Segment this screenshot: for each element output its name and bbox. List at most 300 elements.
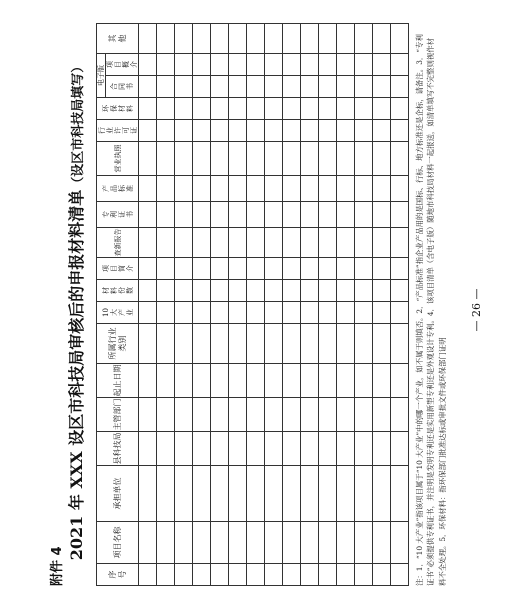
table-cell — [283, 280, 301, 302]
table-cell — [265, 202, 283, 228]
table-cell — [247, 24, 265, 54]
table-cell — [373, 280, 391, 302]
table-cell — [229, 228, 247, 258]
table-cell — [373, 228, 391, 258]
table-cell — [175, 280, 193, 302]
table-cell — [211, 432, 229, 466]
table-cell — [355, 364, 373, 398]
table-cell — [193, 398, 211, 432]
table-cell — [265, 142, 283, 176]
table-cell — [139, 398, 157, 432]
table-cell — [139, 24, 157, 54]
table-cell — [247, 302, 265, 324]
table-cell — [265, 564, 283, 586]
table-cell — [319, 432, 337, 466]
table-cell — [355, 98, 373, 120]
table-cell — [373, 142, 391, 176]
table-row — [175, 24, 193, 586]
table-cell — [355, 432, 373, 466]
table-cell — [337, 302, 355, 324]
table-cell — [211, 564, 229, 586]
col-start-end-date: 起止日期 — [97, 364, 139, 398]
col-contract: 合同书 — [106, 76, 139, 98]
table-cell — [193, 176, 211, 202]
table-cell — [319, 176, 337, 202]
table-cell — [193, 522, 211, 564]
table-cell — [139, 280, 157, 302]
table-cell — [373, 120, 391, 142]
col-competent-department: 主管部门 — [97, 398, 139, 432]
table-cell — [139, 258, 157, 280]
table-cell — [157, 324, 175, 364]
table-cell — [229, 202, 247, 228]
table-cell — [355, 324, 373, 364]
table-cell — [355, 258, 373, 280]
table-cell — [283, 522, 301, 564]
header-row — [97, 24, 106, 586]
table-cell — [175, 202, 193, 228]
table-cell — [337, 466, 355, 522]
col-product-standard: 产品标准 — [97, 176, 139, 202]
table-cell — [319, 302, 337, 324]
table-body — [139, 24, 409, 586]
table-cell — [283, 202, 301, 228]
table-cell — [301, 120, 319, 142]
table-cell — [139, 120, 157, 142]
table-cell — [157, 54, 175, 76]
table-cell — [265, 302, 283, 324]
table-cell — [157, 176, 175, 202]
table-cell — [247, 398, 265, 432]
table-cell — [175, 120, 193, 142]
table-cell — [373, 432, 391, 466]
table-cell — [157, 364, 175, 398]
table-cell — [355, 54, 373, 76]
table-cell — [229, 324, 247, 364]
table-cell — [355, 202, 373, 228]
table-cell — [157, 302, 175, 324]
table-cell — [337, 76, 355, 98]
table-cell — [319, 364, 337, 398]
table-cell — [193, 54, 211, 76]
table-cell — [319, 522, 337, 564]
table-cell — [301, 302, 319, 324]
table-cell — [319, 202, 337, 228]
table-cell — [211, 142, 229, 176]
table-cell — [337, 280, 355, 302]
table-cell — [211, 258, 229, 280]
table-cell — [265, 76, 283, 98]
table-cell — [193, 364, 211, 398]
table-cell — [391, 398, 409, 432]
table-cell — [319, 564, 337, 586]
table-cell — [319, 120, 337, 142]
table-cell — [139, 564, 157, 586]
table-cell — [139, 324, 157, 364]
table-cell — [229, 302, 247, 324]
table-cell — [157, 120, 175, 142]
table-cell — [301, 24, 319, 54]
page-number: — 26 — — [470, 288, 483, 332]
table-cell — [265, 228, 283, 258]
table-cell — [391, 302, 409, 324]
table-cell — [247, 324, 265, 364]
table-cell — [301, 466, 319, 522]
table-cell — [193, 564, 211, 586]
col-project-name: 项目名称 — [97, 522, 139, 564]
table-cell — [211, 76, 229, 98]
table-cell — [211, 324, 229, 364]
table-cell — [283, 120, 301, 142]
table-cell — [337, 258, 355, 280]
table-row — [193, 24, 211, 586]
table-cell — [337, 142, 355, 176]
table-cell — [283, 564, 301, 586]
table-cell — [373, 24, 391, 54]
table-cell — [319, 24, 337, 54]
table-row — [265, 24, 283, 586]
table-cell — [391, 98, 409, 120]
table-cell — [139, 98, 157, 120]
table-cell — [193, 228, 211, 258]
table-cell — [193, 76, 211, 98]
table-cell — [211, 24, 229, 54]
table-cell — [211, 120, 229, 142]
table-cell — [337, 54, 355, 76]
table-cell — [391, 324, 409, 364]
table-cell — [265, 364, 283, 398]
table-cell — [229, 76, 247, 98]
table-cell — [229, 120, 247, 142]
table-cell — [157, 76, 175, 98]
table-cell — [211, 176, 229, 202]
table-cell — [193, 280, 211, 302]
table-cell — [373, 176, 391, 202]
table-cell — [337, 98, 355, 120]
table-cell — [175, 324, 193, 364]
table-cell — [391, 564, 409, 586]
table-cell — [301, 176, 319, 202]
col-undertaking-unit: 承担单位 — [97, 466, 139, 522]
table-cell — [301, 280, 319, 302]
table-cell — [391, 176, 409, 202]
col-material-count: 材料份数 — [97, 280, 139, 302]
table-cell — [175, 24, 193, 54]
table-cell — [355, 466, 373, 522]
rotated-content — [18, 30, 488, 590]
table-row — [139, 24, 157, 586]
table-cell — [301, 98, 319, 120]
table-cell — [391, 280, 409, 302]
table-cell — [229, 432, 247, 466]
table-row — [391, 24, 409, 586]
title-suffix: （设区市科技局填写） — [71, 59, 86, 190]
table-row — [247, 24, 265, 586]
table-cell — [373, 202, 391, 228]
table-cell — [175, 398, 193, 432]
table-cell — [175, 98, 193, 120]
table-cell — [283, 142, 301, 176]
table-cell — [319, 54, 337, 76]
table-cell — [337, 564, 355, 586]
title-main: 2021 年 XXX 设区市科技局审核后的申报材料清单 — [67, 189, 86, 561]
table-cell — [373, 324, 391, 364]
table-cell — [247, 364, 265, 398]
table-cell — [229, 398, 247, 432]
table-cell — [391, 258, 409, 280]
table-cell — [247, 228, 265, 258]
table-row — [373, 24, 391, 586]
table-cell — [229, 564, 247, 586]
table-cell — [391, 202, 409, 228]
table-cell — [355, 24, 373, 54]
table-cell — [283, 432, 301, 466]
table-cell — [301, 432, 319, 466]
footnotes: 注：1．“10 大产业”指该项目属于“10 大产业”中的哪一个产业，如不属于则填否。2．“产品标准”指企业产品用的是国标、行标、地方标准还是企标，请备注。3．“专利证书”必须提供专利证书，并注明是发明专利还是实用新型专利还是外观设计专利。4．该项目清单（含电子版）随地市科技局材料一起报送，如清单填写不完整则视作材料不全处理。5．环保材料：指环保部门批准达标或审批文件或环保部门证明 — [415, 34, 447, 586]
table-cell — [265, 98, 283, 120]
table-cell — [193, 258, 211, 280]
table-cell — [391, 466, 409, 522]
table-cell — [283, 324, 301, 364]
table-cell — [229, 522, 247, 564]
table-cell — [175, 176, 193, 202]
table-cell — [175, 564, 193, 586]
table-cell — [157, 280, 175, 302]
table-cell — [337, 202, 355, 228]
table-cell — [319, 466, 337, 522]
table-cell — [193, 120, 211, 142]
table-cell — [355, 76, 373, 98]
table-cell — [211, 280, 229, 302]
table-cell — [157, 228, 175, 258]
table-cell — [337, 364, 355, 398]
table-cell — [157, 564, 175, 586]
table-cell — [247, 202, 265, 228]
table-row — [301, 24, 319, 586]
table-cell — [247, 76, 265, 98]
table-cell — [337, 398, 355, 432]
table-cell — [193, 24, 211, 54]
table-cell — [229, 176, 247, 202]
table-cell — [337, 228, 355, 258]
table-cell — [373, 522, 391, 564]
table-cell — [301, 228, 319, 258]
table-cell — [157, 466, 175, 522]
table-cell — [211, 228, 229, 258]
table-cell — [247, 432, 265, 466]
table-cell — [355, 176, 373, 202]
table-cell — [211, 98, 229, 120]
table-cell — [265, 466, 283, 522]
table-cell — [139, 466, 157, 522]
table-cell — [373, 54, 391, 76]
table-cell — [157, 258, 175, 280]
table-cell — [355, 120, 373, 142]
table-cell — [373, 564, 391, 586]
table-cell — [391, 54, 409, 76]
table-cell — [301, 76, 319, 98]
table-cell — [283, 24, 301, 54]
table-cell — [301, 398, 319, 432]
table-cell — [283, 258, 301, 280]
table-cell — [373, 364, 391, 398]
table-cell — [301, 364, 319, 398]
table-cell — [139, 302, 157, 324]
table-row — [283, 24, 301, 586]
col-other: 其他 — [97, 24, 139, 54]
col-patent-certificate: 专利证书 — [97, 202, 139, 228]
col-industry-field: 所属行业类别 — [97, 324, 139, 364]
table-cell — [175, 466, 193, 522]
attachment-label: 附件 4 — [50, 546, 65, 586]
table-cell — [319, 228, 337, 258]
table-cell — [211, 364, 229, 398]
table-cell — [355, 280, 373, 302]
table-cell — [139, 364, 157, 398]
col-industry-permit: 行业许可证 — [97, 120, 139, 142]
table-cell — [175, 54, 193, 76]
col-project-brief: 项目简介 — [97, 258, 139, 280]
table-cell — [193, 302, 211, 324]
table-cell — [247, 98, 265, 120]
table-cell — [139, 54, 157, 76]
col-electronic-version: 电子版 — [97, 54, 106, 98]
table-cell — [373, 98, 391, 120]
table-cell — [265, 324, 283, 364]
table-cell — [391, 76, 409, 98]
table-cell — [157, 522, 175, 564]
table-cell — [247, 466, 265, 522]
page-title — [64, 30, 87, 590]
table-cell — [139, 142, 157, 176]
table-row — [319, 24, 337, 586]
table-cell — [283, 228, 301, 258]
table-row — [229, 24, 247, 586]
table-cell — [211, 202, 229, 228]
table-cell — [265, 280, 283, 302]
table-cell — [337, 432, 355, 466]
table-row — [211, 24, 229, 586]
materials-table — [96, 23, 409, 586]
table-cell — [355, 398, 373, 432]
table-cell — [373, 466, 391, 522]
table-cell — [265, 24, 283, 54]
table-cell — [229, 280, 247, 302]
table-cell — [319, 258, 337, 280]
table-cell — [139, 432, 157, 466]
table-cell — [247, 120, 265, 142]
table-cell — [139, 176, 157, 202]
table-cell — [301, 202, 319, 228]
table-cell — [175, 432, 193, 466]
col-business-license: 营业执照 — [97, 142, 139, 176]
table-cell — [247, 280, 265, 302]
table-cell — [283, 364, 301, 398]
table-cell — [247, 564, 265, 586]
table-cell — [193, 324, 211, 364]
table-cell — [373, 302, 391, 324]
table-cell — [193, 98, 211, 120]
table-cell — [391, 432, 409, 466]
table-cell — [337, 120, 355, 142]
table-cell — [337, 176, 355, 202]
table-cell — [355, 142, 373, 176]
table-cell — [265, 176, 283, 202]
table-cell — [247, 258, 265, 280]
table-cell — [211, 522, 229, 564]
table-cell — [355, 564, 373, 586]
table-cell — [319, 324, 337, 364]
table-cell — [193, 466, 211, 522]
table-cell — [157, 142, 175, 176]
table-cell — [265, 258, 283, 280]
table-cell — [337, 324, 355, 364]
table-cell — [373, 258, 391, 280]
table-cell — [283, 54, 301, 76]
table-cell — [157, 24, 175, 54]
col-env-material: 环保材料 — [97, 98, 139, 120]
col-project-overview: 项目概介 — [106, 54, 139, 76]
table-cell — [247, 54, 265, 76]
table-cell — [391, 24, 409, 54]
table-cell — [175, 142, 193, 176]
table-cell — [193, 432, 211, 466]
table-cell — [229, 98, 247, 120]
table-row — [157, 24, 175, 586]
table-row — [337, 24, 355, 586]
table-cell — [247, 176, 265, 202]
table-cell — [139, 522, 157, 564]
table-cell — [175, 228, 193, 258]
table-cell — [283, 302, 301, 324]
table-cell — [301, 564, 319, 586]
table-cell — [319, 142, 337, 176]
table-cell — [283, 398, 301, 432]
table-cell — [319, 398, 337, 432]
table-cell — [319, 76, 337, 98]
table-cell — [175, 364, 193, 398]
table-cell — [265, 120, 283, 142]
table-cell — [157, 398, 175, 432]
col-novelty-report: 查新报告 — [97, 228, 139, 258]
table-cell — [139, 202, 157, 228]
table-cell — [211, 302, 229, 324]
table-cell — [139, 228, 157, 258]
table-cell — [283, 98, 301, 120]
table-cell — [283, 466, 301, 522]
col-top10-industry: 10大产业 — [97, 302, 139, 324]
table-cell — [229, 54, 247, 76]
table-cell — [265, 522, 283, 564]
table-cell — [355, 302, 373, 324]
table-cell — [283, 76, 301, 98]
table-cell — [211, 398, 229, 432]
col-county-bureau: 县科技局 — [97, 432, 139, 466]
table-cell — [301, 522, 319, 564]
table-cell — [157, 432, 175, 466]
table-cell — [301, 324, 319, 364]
table-cell — [229, 258, 247, 280]
table-cell — [229, 466, 247, 522]
table-cell — [193, 202, 211, 228]
table-cell — [265, 54, 283, 76]
table-cell — [301, 54, 319, 76]
table-cell — [139, 76, 157, 98]
table-cell — [247, 522, 265, 564]
table-cell — [355, 228, 373, 258]
table-cell — [193, 142, 211, 176]
table-cell — [391, 120, 409, 142]
